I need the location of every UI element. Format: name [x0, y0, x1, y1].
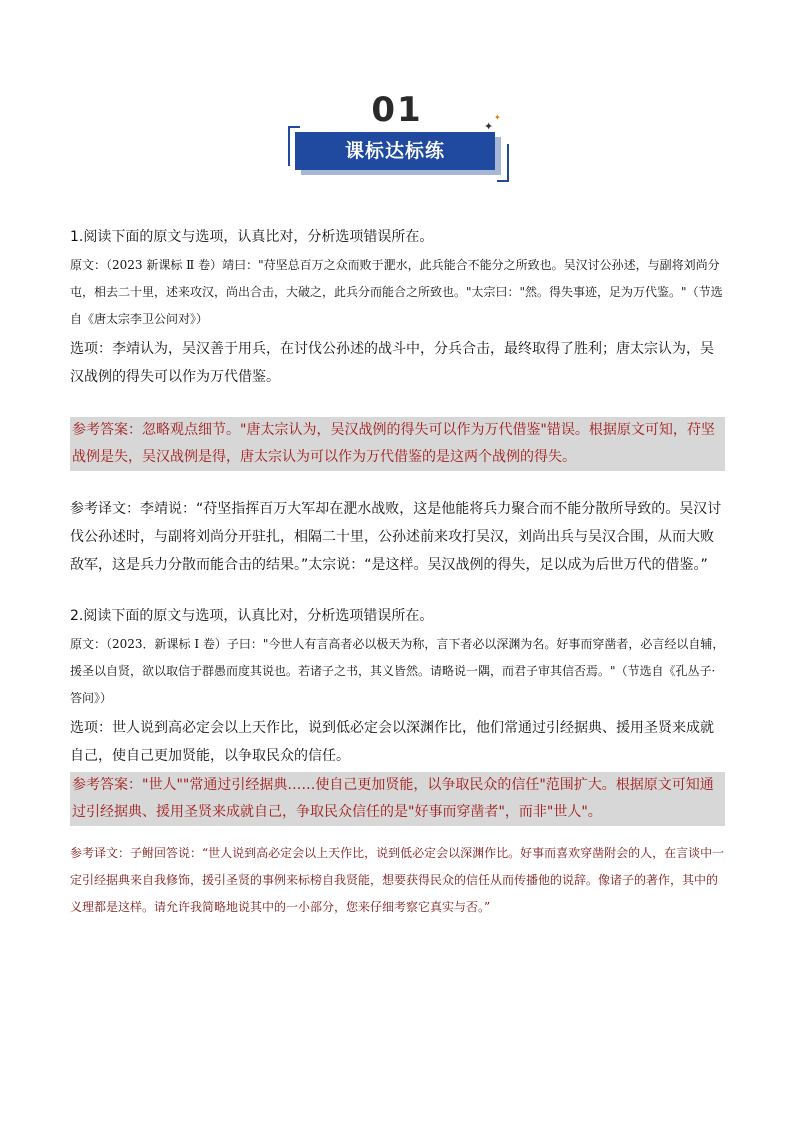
original-text-2: 原文：（2023．新课标 Ⅰ 卷）子曰："今世人有言高者必以极天为称，言下者必以深渊为名。好事而穿凿者，必言经以自辅，援圣以自贤，欲以取信于群愚而度其说也。若诸子之书，其义皆然。请略说一隅，而君子审其信否焉。"（节选自《孔丛子·答问》） [70, 637, 725, 705]
reference-answer-2: 参考答案："世人""常通过引经据典……使自己更加贤能，以争取民众的信任"范围扩大。根据原文可知通过引经据典、援用圣贤来成就自己，争取民众信任的是"好事而穿凿者"，而非"世人"。 [70, 772, 725, 826]
sparkle-icon: ✦ [484, 120, 494, 133]
section-number: 01 [371, 90, 423, 130]
reference-translation-2: 参考译文：子鲋回答说：“世人说到高必定会以上天作比，说到低必定会以深渊作比。好事而喜欢穿凿附会的人，在言谈中一定引经据典来自我修饰，援引圣贤的事例来标榜自我贤能，想要获得民众的信任从而传播他的说辞。像诸子的著作，其中的义理都是这样。请允许我简略地说其中的一小部分，您来仔细考察它真实与否。” [70, 846, 725, 914]
section-header [0, 88, 794, 188]
question-2: 2.阅读下面的原文与选项，认真比对，分析选项错误所在。 [70, 608, 434, 624]
original-text-1: 原文：（2023 新课标 Ⅱ 卷）靖曰："苻坚总百万之众而败于淝水，此兵能合不能分之所致也。吴汉讨公孙述，与副将刘尚分屯，相去二十里，述来攻汉，尚出合击，大破之，此兵分而能合之所致也。"太宗曰："然。得失事迹，足为万代鉴。"（节选自《唐太宗李卫公问对》） [70, 258, 723, 326]
reference-answer-1: 参考答案：忽略观点细节。"唐太宗认为，吴汉战例的得失可以作为万代借鉴"错误。根据原文可知，苻坚战例是失，吴汉战例是得，唐太宗认为可以作为万代借鉴的是这两个战例的得失。 [70, 417, 725, 471]
section-banner-title: 课标达标练 [295, 132, 495, 170]
option-text-1: 选项：李靖认为，吴汉善于用兵，在讨伐公孙述的战斗中，分兵合击，最终取得了胜利；唐太宗认为，吴汉战例的得失可以作为万代借鉴。 [70, 341, 714, 385]
question-1: 1.阅读下面的原文与选项，认真比对，分析选项错误所在。 [70, 229, 434, 245]
document-body [70, 226, 725, 921]
option-text-2: 选项：世人说到高必定会以上天作比，说到低必定会以深渊作比，他们常通过引经据典、援用圣贤来成就自己，使自己更加贤能，以争取民众的信任。 [70, 720, 714, 764]
sparkle-icon: ✦ [494, 113, 501, 122]
reference-translation-1: 参考译文：李靖说：“苻坚指挥百万大军却在淝水战败，这是他能将兵力聚合而不能分散所导致的。吴汉讨伐公孙述时，与副将刘尚分开驻扎，相隔二十里，公孙述前来攻打吴汉，刘尚出兵与吴汉合围，从而大败敌军，这是兵力分散而能合击的结果。”太宗说：“是这样。吴汉战例的得失，足以成为后世万代的借鉴。” [70, 501, 722, 573]
